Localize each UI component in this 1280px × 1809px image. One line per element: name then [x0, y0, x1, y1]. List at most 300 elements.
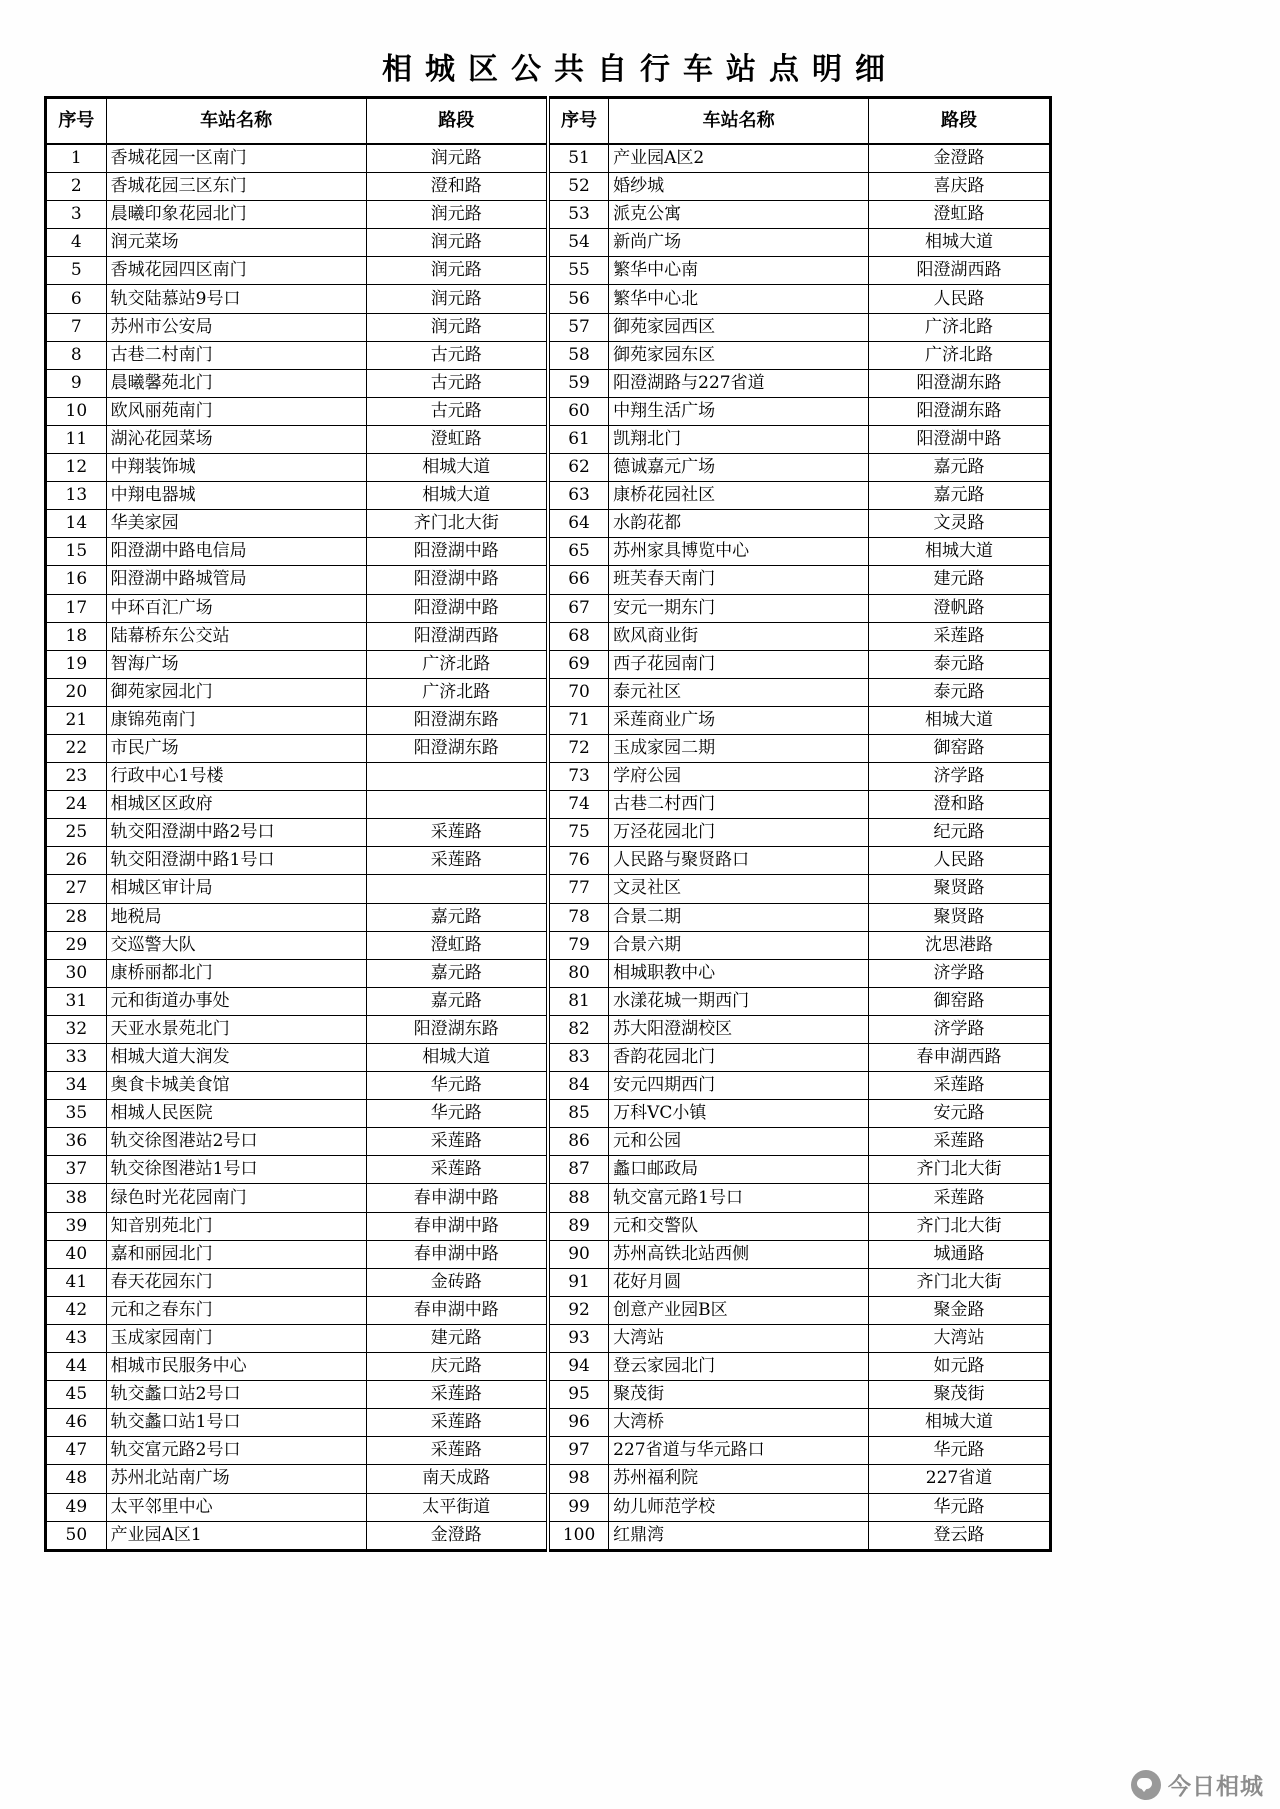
- row-seq: 3: [46, 201, 107, 229]
- row-station-name: 227省道与华元路口: [609, 1437, 869, 1465]
- row-seq: 87: [548, 1156, 609, 1184]
- row-seq: 67: [548, 594, 609, 622]
- row-road: 古元路: [366, 369, 548, 397]
- row-station-name: 湖沁花园菜场: [106, 425, 366, 453]
- row-seq: 60: [548, 397, 609, 425]
- row-road: 齐门北大街: [869, 1156, 1051, 1184]
- row-road: 庆元路: [366, 1353, 548, 1381]
- table-row: [46, 1381, 1051, 1409]
- row-seq: 8: [46, 341, 107, 369]
- row-road: 泰元路: [869, 650, 1051, 678]
- row-seq: 90: [548, 1240, 609, 1268]
- row-road: 澄和路: [366, 173, 548, 201]
- row-road: 阳澄湖西路: [869, 257, 1051, 285]
- row-road: 阳澄湖中路: [366, 538, 548, 566]
- header-seq-left: 序号: [46, 98, 107, 145]
- row-station-name: 轨交徐图港站1号口: [106, 1156, 366, 1184]
- row-road: 采莲路: [869, 1128, 1051, 1156]
- row-station-name: 大湾桥: [609, 1409, 869, 1437]
- row-seq: 50: [46, 1521, 107, 1550]
- row-station-name: 嘉和丽园北门: [106, 1240, 366, 1268]
- row-seq: 32: [46, 1015, 107, 1043]
- row-road: 润元路: [366, 285, 548, 313]
- row-station-name: 轨交阳澄湖中路2号口: [106, 819, 366, 847]
- row-seq: 51: [548, 144, 609, 173]
- row-road: 采莲路: [869, 1072, 1051, 1100]
- row-road: 喜庆路: [869, 173, 1051, 201]
- row-road: 润元路: [366, 257, 548, 285]
- row-road: 相城大道: [869, 538, 1051, 566]
- row-road: 相城大道: [366, 454, 548, 482]
- table-row: [46, 959, 1051, 987]
- row-seq: 25: [46, 819, 107, 847]
- station-table-container: [44, 96, 1052, 1552]
- row-station-name: 康桥花园社区: [609, 482, 869, 510]
- row-station-name: 轨交阳澄湖中路1号口: [106, 847, 366, 875]
- row-road: 阳澄湖中路: [366, 566, 548, 594]
- row-road: 纪元路: [869, 819, 1051, 847]
- row-station-name: 元和街道办事处: [106, 987, 366, 1015]
- row-station-name: 行政中心1号楼: [106, 763, 366, 791]
- row-station-name: 润元菜场: [106, 229, 366, 257]
- row-seq: 40: [46, 1240, 107, 1268]
- row-station-name: 绿色时光花园南门: [106, 1184, 366, 1212]
- row-road: 太平街道: [366, 1493, 548, 1521]
- row-station-name: 苏州市公安局: [106, 313, 366, 341]
- row-road: 广济北路: [366, 650, 548, 678]
- row-station-name: 御苑家园北门: [106, 678, 366, 706]
- table-row: [46, 454, 1051, 482]
- row-station-name: 春天花园东门: [106, 1268, 366, 1296]
- row-seq: 81: [548, 987, 609, 1015]
- row-seq: 52: [548, 173, 609, 201]
- row-station-name: 苏州高铁北站西侧: [609, 1240, 869, 1268]
- row-station-name: 康桥丽都北门: [106, 959, 366, 987]
- row-road: 建元路: [869, 566, 1051, 594]
- row-station-name: 红鼎湾: [609, 1521, 869, 1550]
- row-road: 澄虹路: [366, 931, 548, 959]
- row-seq: 79: [548, 931, 609, 959]
- row-seq: 12: [46, 454, 107, 482]
- row-road: 嘉元路: [366, 987, 548, 1015]
- table-row: [46, 1353, 1051, 1381]
- row-station-name: 古巷二村西门: [609, 791, 869, 819]
- table-row: [46, 1296, 1051, 1324]
- table-row: [46, 1324, 1051, 1352]
- row-station-name: 相城市民服务中心: [106, 1353, 366, 1381]
- row-road: 相城大道: [366, 482, 548, 510]
- row-road: 相城大道: [869, 1409, 1051, 1437]
- row-seq: 77: [548, 875, 609, 903]
- row-road: 大湾站: [869, 1324, 1051, 1352]
- row-station-name: 派克公寓: [609, 201, 869, 229]
- row-seq: 41: [46, 1268, 107, 1296]
- row-station-name: 市民广场: [106, 734, 366, 762]
- row-road: 采莲路: [366, 1156, 548, 1184]
- table-row: [46, 650, 1051, 678]
- row-seq: 6: [46, 285, 107, 313]
- table-row: [46, 678, 1051, 706]
- row-road: 沈思港路: [869, 931, 1051, 959]
- header-name-right: 车站名称: [609, 98, 869, 145]
- row-road: 春申湖中路: [366, 1212, 548, 1240]
- row-seq: 74: [548, 791, 609, 819]
- table-row: [46, 538, 1051, 566]
- row-seq: 28: [46, 903, 107, 931]
- table-row: [46, 1100, 1051, 1128]
- row-station-name: 元和公园: [609, 1128, 869, 1156]
- row-road: 聚金路: [869, 1296, 1051, 1324]
- row-road: 齐门北大街: [869, 1268, 1051, 1296]
- row-station-name: 学府公园: [609, 763, 869, 791]
- row-road: 相城大道: [869, 229, 1051, 257]
- row-road: 润元路: [366, 313, 548, 341]
- table-row: [46, 622, 1051, 650]
- row-seq: 4: [46, 229, 107, 257]
- row-seq: 72: [548, 734, 609, 762]
- row-station-name: 香城花园四区南门: [106, 257, 366, 285]
- row-station-name: 采莲商业广场: [609, 706, 869, 734]
- row-station-name: 知音别苑北门: [106, 1212, 366, 1240]
- row-road: 御窑路: [869, 987, 1051, 1015]
- row-station-name: 安元一期东门: [609, 594, 869, 622]
- table-body: [46, 144, 1051, 1550]
- row-road: 阳澄湖中路: [869, 425, 1051, 453]
- row-station-name: 轨交富元路1号口: [609, 1184, 869, 1212]
- row-seq: 56: [548, 285, 609, 313]
- row-station-name: 班芙春天南门: [609, 566, 869, 594]
- table-row: [46, 1465, 1051, 1493]
- row-station-name: 轨交徐图港站2号口: [106, 1128, 366, 1156]
- row-road: 聚茂街: [869, 1381, 1051, 1409]
- row-seq: 14: [46, 510, 107, 538]
- row-road: 广济北路: [869, 313, 1051, 341]
- row-seq: 2: [46, 173, 107, 201]
- row-seq: 39: [46, 1212, 107, 1240]
- watermark: [1131, 1768, 1264, 1801]
- row-station-name: 中环百汇广场: [106, 594, 366, 622]
- row-seq: 94: [548, 1353, 609, 1381]
- row-station-name: 西子花园南门: [609, 650, 869, 678]
- row-station-name: 合景六期: [609, 931, 869, 959]
- row-station-name: 元和之春东门: [106, 1296, 366, 1324]
- table-row: [46, 369, 1051, 397]
- table-row: [46, 931, 1051, 959]
- row-station-name: 阳澄湖中路电信局: [106, 538, 366, 566]
- row-road: [366, 791, 548, 819]
- row-road: 采莲路: [366, 1409, 548, 1437]
- row-seq: 58: [548, 341, 609, 369]
- row-station-name: 中翔装饰城: [106, 454, 366, 482]
- row-road: 相城大道: [366, 1044, 548, 1072]
- row-station-name: 产业园A区2: [609, 144, 869, 173]
- row-seq: 88: [548, 1184, 609, 1212]
- row-seq: 49: [46, 1493, 107, 1521]
- row-seq: 98: [548, 1465, 609, 1493]
- row-road: 华元路: [869, 1437, 1051, 1465]
- table-header: [46, 98, 1051, 145]
- row-road: 春申湖中路: [366, 1240, 548, 1268]
- row-seq: 29: [46, 931, 107, 959]
- row-seq: 61: [548, 425, 609, 453]
- row-seq: 16: [46, 566, 107, 594]
- row-road: 阳澄湖东路: [366, 1015, 548, 1043]
- row-station-name: 欧风商业街: [609, 622, 869, 650]
- row-road: 金澄路: [366, 1521, 548, 1550]
- row-station-name: 婚纱城: [609, 173, 869, 201]
- row-seq: 15: [46, 538, 107, 566]
- row-road: 古元路: [366, 341, 548, 369]
- row-road: 采莲路: [366, 1437, 548, 1465]
- row-road: 建元路: [366, 1324, 548, 1352]
- row-seq: 26: [46, 847, 107, 875]
- table-row: [46, 1521, 1051, 1550]
- row-seq: 86: [548, 1128, 609, 1156]
- row-seq: 34: [46, 1072, 107, 1100]
- row-seq: 62: [548, 454, 609, 482]
- row-road: 润元路: [366, 201, 548, 229]
- row-seq: 19: [46, 650, 107, 678]
- table-row: [46, 1128, 1051, 1156]
- row-road: 春申湖中路: [366, 1184, 548, 1212]
- table-row: [46, 1072, 1051, 1100]
- row-seq: 70: [548, 678, 609, 706]
- table-row: [46, 257, 1051, 285]
- row-station-name: 登云家园北门: [609, 1353, 869, 1381]
- row-road: 嘉元路: [869, 454, 1051, 482]
- row-station-name: 阳澄湖中路城管局: [106, 566, 366, 594]
- table-row: [46, 313, 1051, 341]
- table-row: [46, 397, 1051, 425]
- row-road: 阳澄湖东路: [366, 706, 548, 734]
- row-road: 采莲路: [869, 1184, 1051, 1212]
- row-station-name: 元和交警队: [609, 1212, 869, 1240]
- row-station-name: 相城大道大润发: [106, 1044, 366, 1072]
- row-seq: 35: [46, 1100, 107, 1128]
- row-seq: 31: [46, 987, 107, 1015]
- row-seq: 33: [46, 1044, 107, 1072]
- row-seq: 36: [46, 1128, 107, 1156]
- wechat-bubble-icon: [1131, 1770, 1161, 1800]
- row-station-name: 水漾花城一期西门: [609, 987, 869, 1015]
- row-station-name: 万科VC小镇: [609, 1100, 869, 1128]
- row-station-name: 繁华中心北: [609, 285, 869, 313]
- row-road: 聚贤路: [869, 903, 1051, 931]
- row-seq: 76: [548, 847, 609, 875]
- row-station-name: 苏州家具博览中心: [609, 538, 869, 566]
- table-row: [46, 566, 1051, 594]
- table-row: [46, 229, 1051, 257]
- row-seq: 42: [46, 1296, 107, 1324]
- row-road: 济学路: [869, 1015, 1051, 1043]
- row-seq: 21: [46, 706, 107, 734]
- row-seq: 17: [46, 594, 107, 622]
- table-row: [46, 1212, 1051, 1240]
- row-seq: 75: [548, 819, 609, 847]
- row-road: 采莲路: [869, 622, 1051, 650]
- page-title: 相城区公共自行车站点明细: [382, 52, 898, 87]
- row-seq: 9: [46, 369, 107, 397]
- row-road: 嘉元路: [869, 482, 1051, 510]
- row-station-name: 产业园A区1: [106, 1521, 366, 1550]
- row-seq: 10: [46, 397, 107, 425]
- row-road: 华元路: [366, 1100, 548, 1128]
- row-seq: 22: [46, 734, 107, 762]
- row-road: [366, 875, 548, 903]
- row-station-name: 地税局: [106, 903, 366, 931]
- header-road-left: 路段: [366, 98, 548, 145]
- row-station-name: 香城花园三区东门: [106, 173, 366, 201]
- table-row: [46, 875, 1051, 903]
- row-seq: 100: [548, 1521, 609, 1550]
- row-seq: 89: [548, 1212, 609, 1240]
- row-station-name: 相城职教中心: [609, 959, 869, 987]
- row-station-name: 新尚广场: [609, 229, 869, 257]
- row-station-name: 大湾站: [609, 1324, 869, 1352]
- row-road: 济学路: [869, 959, 1051, 987]
- row-station-name: 苏州北站南广场: [106, 1465, 366, 1493]
- row-road: 阳澄湖东路: [366, 734, 548, 762]
- table-row: [46, 510, 1051, 538]
- row-road: 澄帆路: [869, 594, 1051, 622]
- row-seq: 27: [46, 875, 107, 903]
- table-row: [46, 1437, 1051, 1465]
- row-road: 阳澄湖东路: [869, 397, 1051, 425]
- row-station-name: 玉成家园二期: [609, 734, 869, 762]
- table-row: [46, 763, 1051, 791]
- row-station-name: 奥食卡城美食馆: [106, 1072, 366, 1100]
- row-seq: 71: [548, 706, 609, 734]
- row-station-name: 文灵社区: [609, 875, 869, 903]
- row-seq: 18: [46, 622, 107, 650]
- row-station-name: 相城区审计局: [106, 875, 366, 903]
- row-road: 阳澄湖中路: [366, 594, 548, 622]
- table-row: [46, 285, 1051, 313]
- row-seq: 48: [46, 1465, 107, 1493]
- table-row: [46, 1268, 1051, 1296]
- row-seq: 63: [548, 482, 609, 510]
- row-station-name: 香韵花园北门: [609, 1044, 869, 1072]
- row-road: 润元路: [366, 229, 548, 257]
- table-row: [46, 847, 1051, 875]
- table-row: [46, 341, 1051, 369]
- row-seq: 44: [46, 1353, 107, 1381]
- row-station-name: 水韵花都: [609, 510, 869, 538]
- row-station-name: 泰元社区: [609, 678, 869, 706]
- row-station-name: 聚茂街: [609, 1381, 869, 1409]
- row-seq: 45: [46, 1381, 107, 1409]
- row-road: 古元路: [366, 397, 548, 425]
- row-station-name: 陆幕桥东公交站: [106, 622, 366, 650]
- row-road: [366, 763, 548, 791]
- row-seq: 1: [46, 144, 107, 173]
- row-station-name: 太平邻里中心: [106, 1493, 366, 1521]
- row-road: 齐门北大街: [869, 1212, 1051, 1240]
- row-station-name: 轨交蠡口站1号口: [106, 1409, 366, 1437]
- table-row: [46, 987, 1051, 1015]
- row-seq: 80: [548, 959, 609, 987]
- table-row: [46, 1240, 1051, 1268]
- table-row: [46, 1493, 1051, 1521]
- row-station-name: 幼儿师范学校: [609, 1493, 869, 1521]
- row-road: 安元路: [869, 1100, 1051, 1128]
- row-seq: 43: [46, 1324, 107, 1352]
- row-road: 采莲路: [366, 1128, 548, 1156]
- row-road: 嘉元路: [366, 903, 548, 931]
- row-station-name: 苏州福利院: [609, 1465, 869, 1493]
- row-road: 采莲路: [366, 819, 548, 847]
- row-seq: 84: [548, 1072, 609, 1100]
- row-seq: 53: [548, 201, 609, 229]
- row-road: 采莲路: [366, 1381, 548, 1409]
- row-station-name: 凯翔北门: [609, 425, 869, 453]
- row-station-name: 阳澄湖路与227省道: [609, 369, 869, 397]
- row-seq: 46: [46, 1409, 107, 1437]
- row-road: 齐门北大街: [366, 510, 548, 538]
- row-road: 金澄路: [869, 144, 1051, 173]
- table-row: [46, 144, 1051, 173]
- row-station-name: 中翔电器城: [106, 482, 366, 510]
- row-seq: 59: [548, 369, 609, 397]
- table-row: [46, 1409, 1051, 1437]
- header-road-right: 路段: [869, 98, 1051, 145]
- row-station-name: 香城花园一区南门: [106, 144, 366, 173]
- row-seq: 85: [548, 1100, 609, 1128]
- row-seq: 24: [46, 791, 107, 819]
- table-row: [46, 706, 1051, 734]
- row-road: 嘉元路: [366, 959, 548, 987]
- row-station-name: 合景二期: [609, 903, 869, 931]
- row-road: 广济北路: [366, 678, 548, 706]
- row-station-name: 华美家园: [106, 510, 366, 538]
- row-seq: 37: [46, 1156, 107, 1184]
- row-station-name: 安元四期西门: [609, 1072, 869, 1100]
- table-row: [46, 903, 1051, 931]
- row-seq: 78: [548, 903, 609, 931]
- row-station-name: 交巡警大队: [106, 931, 366, 959]
- row-road: 城通路: [869, 1240, 1051, 1268]
- row-station-name: 欧风丽苑南门: [106, 397, 366, 425]
- row-station-name: 晨曦馨苑北门: [106, 369, 366, 397]
- row-seq: 91: [548, 1268, 609, 1296]
- row-road: 济学路: [869, 763, 1051, 791]
- table-row: [46, 594, 1051, 622]
- row-seq: 68: [548, 622, 609, 650]
- row-road: 广济北路: [869, 341, 1051, 369]
- table-row: [46, 734, 1051, 762]
- table-row: [46, 1184, 1051, 1212]
- row-station-name: 轨交陆慕站9号口: [106, 285, 366, 313]
- row-seq: 5: [46, 257, 107, 285]
- row-road: 登云路: [869, 1521, 1051, 1550]
- row-seq: 82: [548, 1015, 609, 1043]
- row-seq: 95: [548, 1381, 609, 1409]
- row-road: 人民路: [869, 847, 1051, 875]
- row-seq: 99: [548, 1493, 609, 1521]
- row-station-name: 古巷二村南门: [106, 341, 366, 369]
- station-table: [44, 96, 1052, 1552]
- row-road: 人民路: [869, 285, 1051, 313]
- row-seq: 66: [548, 566, 609, 594]
- row-station-name: 天亚水景苑北门: [106, 1015, 366, 1043]
- row-station-name: 万泾花园北门: [609, 819, 869, 847]
- row-seq: 11: [46, 425, 107, 453]
- row-seq: 83: [548, 1044, 609, 1072]
- row-seq: 54: [548, 229, 609, 257]
- row-seq: 23: [46, 763, 107, 791]
- row-station-name: 繁华中心南: [609, 257, 869, 285]
- row-road: 阳澄湖东路: [869, 369, 1051, 397]
